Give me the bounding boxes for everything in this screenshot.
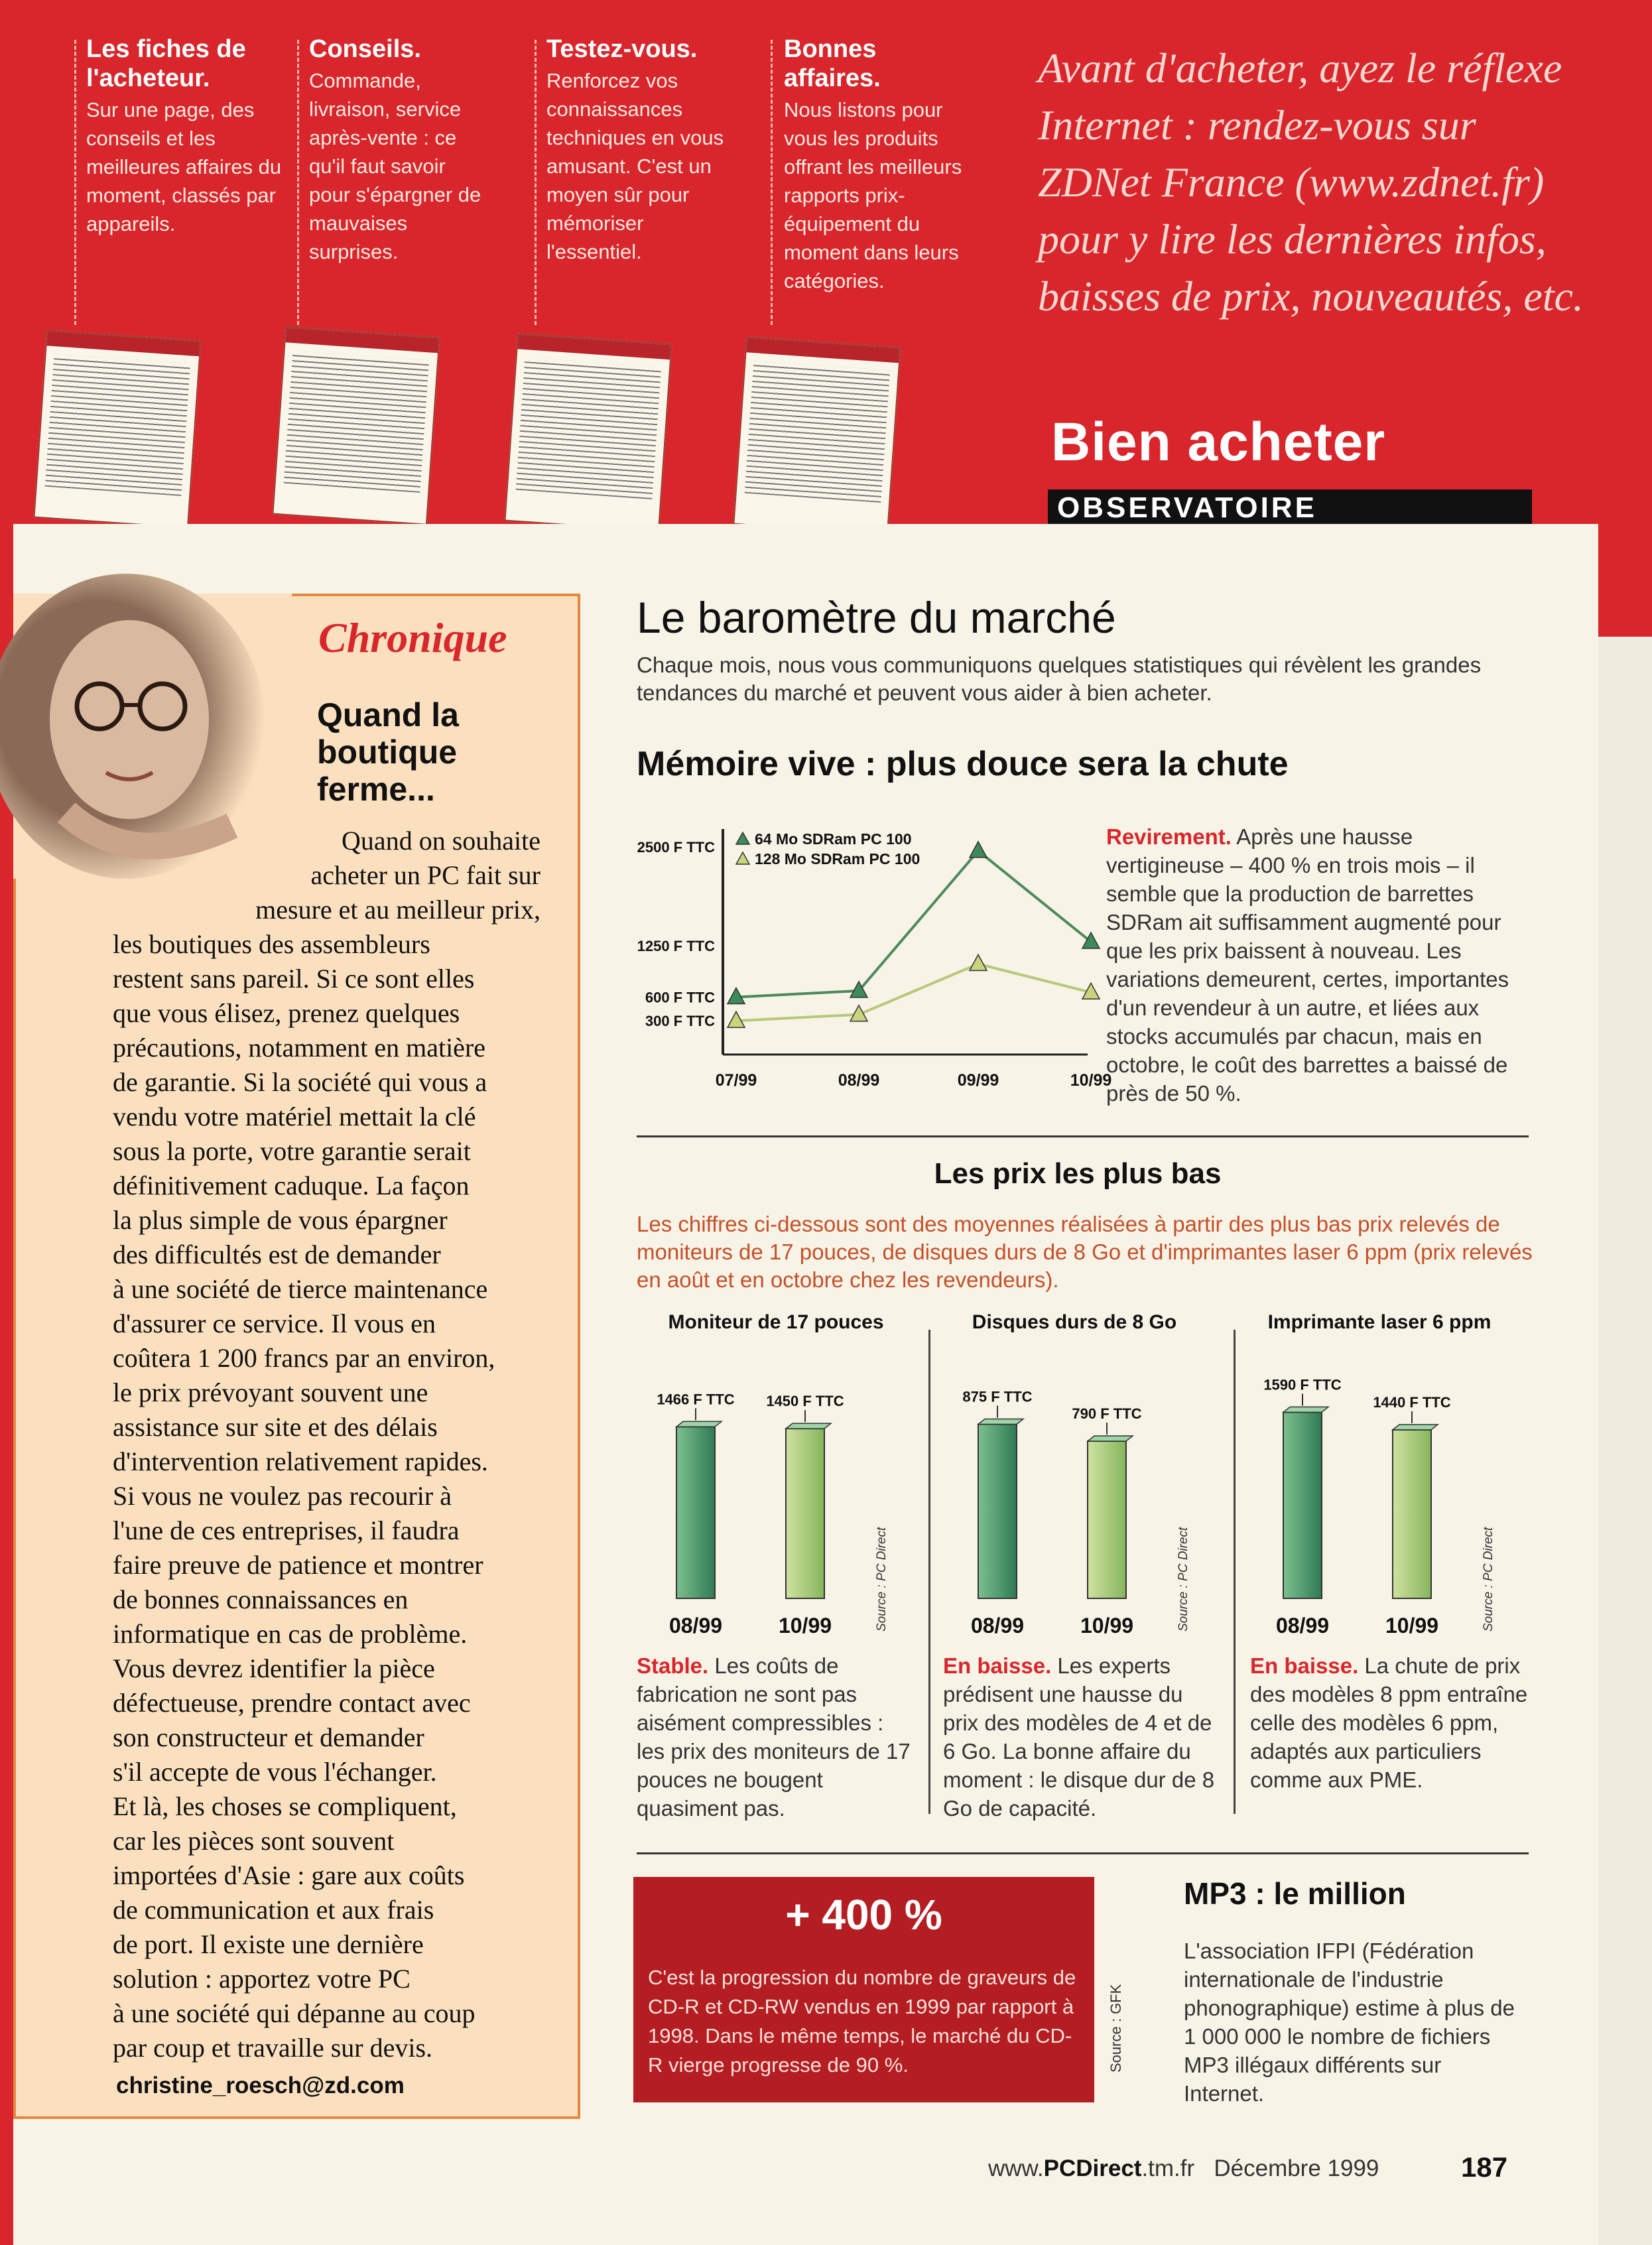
chart-source: Source : PC Direct (1176, 1527, 1190, 1632)
monitor-price-chart (637, 1353, 915, 1645)
legend-label: 128 Mo SDRam PC 100 (755, 850, 921, 867)
chronique-line: vendu votre matériel mettait la clé (113, 1102, 476, 1131)
price-bar (1088, 1441, 1126, 1598)
page-thumbnail (733, 336, 901, 535)
data-point (1082, 932, 1100, 948)
divider (928, 1330, 930, 1814)
bar-category-label: 08/99 (970, 1614, 1025, 1637)
x-tick-label: 09/99 (957, 1071, 999, 1090)
lowest-prices-intro: Les chiffres ci-dessous sont des moyennes réalisées à partir des plus bas prix relevés de moniteurs de 17 pouces, de disques durs de 8 Go et d'imprimantes laser 6 ppm (prix relevés en août et en octobre chez les revendeurs). (637, 1212, 1533, 1292)
page-intro: Chaque mois, nous vous communiquons quelques statistiques qui révèlent les grandes tendances du marché et peuvent vous aider à bien acheter. (637, 653, 1482, 705)
monitor-commentary (637, 1651, 915, 1823)
lowest-prices-title: Les prix les plus bas (934, 1157, 1222, 1190)
commentary-lead: En baisse. (1250, 1653, 1359, 1678)
chronique-line: Quand on souhaite (342, 826, 540, 856)
legend-label: 64 Mo SDRam PC 100 (755, 830, 912, 848)
chronique-line: de communication et aux frais (113, 1895, 434, 1925)
chronique-line: importées d'Asie : gare aux coûts (113, 1860, 465, 1890)
fiche-conseils (309, 34, 488, 266)
y-tick-label: 300 F TTC (645, 1013, 715, 1030)
divider (535, 40, 537, 325)
chronique-line: la plus simple de vous épargner (113, 1205, 448, 1235)
chronique-line: solution : apportez votre PC (113, 1964, 411, 1994)
slogan-line: pour y lire les dernières infos, (1038, 216, 1547, 263)
chart-source: Source : PC Direct (1482, 1527, 1495, 1632)
chronique-line: les boutiques des assembleurs (113, 929, 430, 959)
chronique-line: d'assurer ce service. Il vous en (113, 1309, 436, 1338)
chronique-line: assistance sur site et des délais (113, 1412, 438, 1442)
bar-value-label: 790 F TTC (1072, 1405, 1142, 1422)
chronique-line: des difficultés est de demander (113, 1240, 441, 1269)
bar-top (978, 1419, 1023, 1425)
page-footer (988, 2155, 1379, 2182)
fiche-text: Nous listons pour vous les produits offrant les meilleurs rapports prix-équipement du moment dans leurs catégories. (784, 98, 962, 292)
cd-r-stat-box (633, 1877, 1094, 2102)
data-point (970, 842, 987, 858)
bar-category-label: 10/99 (778, 1614, 832, 1637)
bar-top (1088, 1436, 1133, 1441)
memory-section-title: Mémoire vive : plus douce sera la chute (637, 745, 1289, 783)
commentary-text: La chute de prix des modèles 8 ppm entraîne celle des modèles 6 ppm, adaptés aux particuliers comme aux PME. (1250, 1653, 1528, 1792)
bar-value-label: 1590 F TTC (1263, 1376, 1342, 1393)
fiche-title: Conseils. (309, 35, 421, 63)
page-thumbnail (272, 326, 440, 525)
chronique-line: acheter un PC fait sur (310, 860, 540, 890)
x-tick-label: 07/99 (715, 1071, 757, 1090)
slogan-line: baisses de prix, nouveautés, etc. (1038, 273, 1584, 320)
bar-category-label: 08/99 (668, 1614, 723, 1637)
slogan-line: ZDNet France (www.zdnet.fr) (1038, 159, 1545, 206)
divider (1234, 1330, 1236, 1814)
memory-commentary-lead: Revirement. (1106, 824, 1232, 849)
price-bar (786, 1429, 824, 1598)
stat-text: C'est la progression du nombre de graveurs de CD-R et CD-RW vendus en 1999 par rapport à 1998. Dans le même temps, le marché du CD-R vierge progresse de 90 %. (648, 1966, 1076, 2077)
divider (637, 1852, 1529, 1854)
bar-value-label: 1440 F TTC (1373, 1393, 1451, 1411)
chronique-line: à une société de tierce maintenance (113, 1274, 488, 1304)
fiche-bonnes-affaires (784, 34, 976, 295)
footer-url-prefix[interactable]: www. (988, 2155, 1044, 2181)
slogan-line: Avant d'acheter, ayez le réflexe (1038, 44, 1562, 92)
bar-value-label: 1450 F TTC (766, 1393, 844, 1410)
legend-marker (736, 852, 749, 864)
data-point (970, 954, 987, 970)
commentary-text: Les experts prédisent une hausse du prix des modèles de 4 et de 6 Go. La bonne affaire du moment : le disque dur de 8 Go de capacité. (943, 1653, 1215, 1821)
fiche-testez (546, 34, 726, 266)
chronique-line: de garantie. Si la société qui vous a (113, 1067, 487, 1097)
fiche-title: Testez-vous. (546, 35, 698, 63)
chart-source: Source : PC Direct (875, 1527, 889, 1632)
y-tick-label: 1250 F TTC (637, 937, 715, 954)
bar-top (1393, 1425, 1438, 1430)
mp3-text: L'association IFPI (Fédération internationale de l'industrie phonographique) estime à plus de 1 000 000 le nombre de fichiers MP3 illégaux différents sur Internet. (1184, 1939, 1515, 2106)
chronique-label: Chronique (318, 614, 507, 661)
footer-url-suffix[interactable]: .tm.fr (1141, 2155, 1195, 2181)
chronique-line: précautions, notamment en matière (113, 1033, 486, 1062)
chart-title: Imprimante laser 6 ppm (1267, 1311, 1492, 1333)
chronique-line: à une société qui dépanne au coup (113, 1998, 476, 2028)
commentary-lead: En baisse. (943, 1653, 1052, 1678)
author-email[interactable]: christine_roesch@zd.com (116, 2073, 405, 2098)
fiche-title: Les fiches de l'acheteur. (86, 35, 246, 92)
x-tick-label: 08/99 (838, 1071, 880, 1090)
memory-price-chart (623, 816, 1112, 1108)
page-number: 187 (1461, 2151, 1508, 2183)
bar-category-label: 10/99 (1385, 1614, 1439, 1637)
commentary-lead: Stable. (637, 1653, 709, 1678)
chronique-line: de bonnes connaissances en (113, 1584, 409, 1614)
section-subtitle: OBSERVATOIRE (1048, 489, 1532, 527)
chronique-line: Vous devrez identifier la pièce (113, 1653, 435, 1683)
chronique-line: définitivement caduque. La façon (113, 1171, 470, 1200)
printer-commentary (1250, 1651, 1529, 1794)
footer-url-brand[interactable]: PCDirect (1043, 2155, 1142, 2181)
chart-title: Disques durs de 8 Go (972, 1311, 1177, 1333)
bar-top (786, 1423, 831, 1429)
slogan-line: Internet : rendez-vous sur (1038, 101, 1476, 149)
series-line (736, 964, 1091, 1021)
chronique-line: défectueuse, prendre contact avec (113, 1688, 471, 1718)
stat-value: + 400 % (785, 1891, 942, 1939)
chart-title: Moniteur de 17 pouces (668, 1311, 884, 1333)
fiche-text: Sur une page, des conseils et les meilleures affaires du moment, classés par appareils. (86, 98, 282, 235)
chronique-line: par coup et travaille sur devis. (113, 2033, 433, 2063)
chronique-line: coûtera 1 200 francs par an environ, (113, 1343, 495, 1373)
price-bar (1393, 1430, 1431, 1598)
stat-source: Source : GFK (1108, 1984, 1124, 2073)
page-thumbnail (504, 333, 672, 532)
chronique-line: restent sans pareil. Si ce sont elles (113, 964, 475, 994)
chronique-line: son constructeur et demander (113, 1722, 424, 1752)
issue-date: Décembre 1999 (1214, 2155, 1379, 2181)
fiche-text: Renforcez vos connaissances techniques en vous amusant. C'est un moyen sûr pour mémoriser l'essentiel. (546, 69, 724, 263)
fiche-title: Bonnes affaires. (784, 35, 881, 92)
chronique-headline: Quand la boutique ferme... (317, 696, 459, 808)
legend-marker (736, 832, 749, 844)
divider (771, 40, 773, 325)
chronique-line: informatique en cas de problème. (113, 1619, 468, 1649)
divider (637, 1135, 1529, 1137)
chronique-line: Et là, les choses se compliquent, (113, 1791, 457, 1821)
hdd-commentary (943, 1651, 1222, 1823)
divider (297, 40, 299, 325)
chronique-line: d'intervention relativement rapides. (113, 1446, 488, 1476)
divider (74, 40, 76, 325)
mp3-title: MP3 : le million (1184, 1876, 1406, 1911)
hdd-price-chart (938, 1353, 1217, 1645)
chronique-line: car les pièces sont souvent (113, 1826, 395, 1856)
printer-price-chart (1243, 1353, 1522, 1645)
page-title: Le baromètre du marché (637, 593, 1116, 642)
x-tick-label: 10/99 (1070, 1071, 1112, 1090)
y-tick-label: 2500 F TTC (637, 838, 715, 856)
chronique-body (113, 824, 540, 2065)
chronique-line: Si vous ne voulez pas recourir à (113, 1481, 452, 1511)
chronique-line: que vous élisez, prenez quelques (113, 998, 460, 1028)
y-tick-label: 600 F TTC (645, 989, 715, 1006)
bar-value-label: 1466 F TTC (657, 1391, 735, 1408)
chronique-line: faire preuve de patience et montrer (113, 1550, 483, 1580)
series-line (736, 851, 1091, 997)
price-bar (676, 1427, 715, 1598)
chronique-line: mesure et au meilleur prix, (255, 895, 540, 925)
fiche-acheteur (86, 34, 285, 238)
chronique-line: l'une de ces entreprises, il faudra (113, 1515, 460, 1545)
fiche-text: Commande, livraison, service après-vente : ce qu'il faut savoir pour s'épargner de mauvaises surprises. (309, 69, 481, 263)
bar-value-label: 875 F TTC (962, 1388, 1033, 1405)
page-thumbnail (33, 330, 201, 529)
bar-category-label: 10/99 (1080, 1614, 1134, 1637)
zdnet-slogan (1038, 40, 1635, 325)
memory-commentary (1106, 822, 1531, 1108)
commentary-text: Les coûts de fabrication ne sont pas aisément compressibles : les prix des moniteurs de 17 pouces ne bougent quasiment pas. (637, 1653, 911, 1821)
chronique-line: sous la porte, votre garantie serait (113, 1136, 471, 1166)
bar-top (1283, 1407, 1328, 1412)
page-edge (1598, 637, 1652, 2245)
price-bar (978, 1425, 1017, 1599)
memory-commentary-text: Après une hausse vertigineuse – 400 % en trois mois – il semble que la production de barrettes SDRam ait suffisamment augmenté pour que les prix baissent à nouveau. Les variations demeurent, certes, importantes d'un revendeur à un autre, et liées aux stocks accumulés par chacun, mais en octobre, le coût des barrettes a baissé de près de 50 %. (1106, 824, 1509, 1106)
chronique-line: s'il accepte de vous l'échanger. (113, 1757, 437, 1787)
bar-top (676, 1421, 722, 1427)
chronique-line: le prix prévoyant souvent une (113, 1378, 428, 1407)
bar-category-label: 08/99 (1275, 1614, 1330, 1637)
price-bar (1283, 1412, 1322, 1598)
chronique-line: de port. Il existe une dernière (113, 1929, 424, 1959)
section-title: Bien acheter (1051, 412, 1386, 472)
top-banner (0, 0, 1652, 531)
